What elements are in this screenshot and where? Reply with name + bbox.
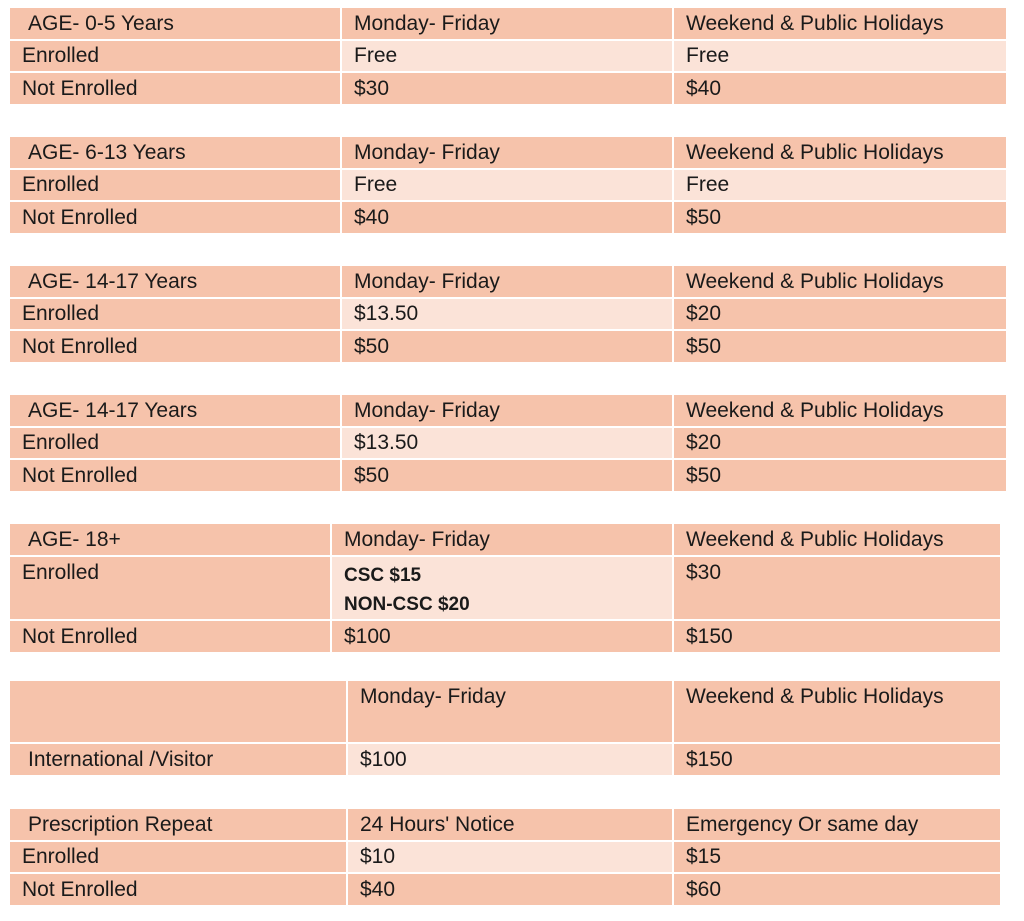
- weekday-fee: Free: [341, 40, 673, 72]
- emergency-fee: $60: [673, 873, 1000, 905]
- age-group-label: AGE- 0-5 Years: [10, 8, 341, 40]
- weekend-fee: $150: [673, 620, 1000, 652]
- notice-header: 24 Hours' Notice: [347, 809, 673, 841]
- weekend-header: Weekend & Public Holidays: [673, 8, 1006, 40]
- table-row: [10, 298, 1006, 330]
- weekend-fee: $20: [673, 427, 1006, 459]
- weekday-header: Monday- Friday: [341, 395, 673, 427]
- fee-table-age-14-17-repeat: [10, 395, 1006, 491]
- table-row: [10, 743, 1000, 775]
- weekend-header: Weekend & Public Holidays: [673, 524, 1000, 556]
- status-label: Enrolled: [10, 40, 341, 72]
- table-header-row: [10, 137, 1006, 169]
- empty-header-cell: [10, 681, 347, 743]
- status-label: Not Enrolled: [10, 620, 331, 652]
- weekday-header: Monday- Friday: [341, 137, 673, 169]
- weekend-header: Weekend & Public Holidays: [673, 266, 1006, 298]
- table-row: [10, 459, 1006, 491]
- weekend-header: Weekend & Public Holidays: [673, 681, 1000, 743]
- status-label: Enrolled: [10, 169, 341, 201]
- status-label: Enrolled: [10, 298, 341, 330]
- table-row: [10, 620, 1000, 652]
- age-group-label: AGE- 6-13 Years: [10, 137, 341, 169]
- service-label: Prescription Repeat: [10, 809, 347, 841]
- table-header-row: [10, 266, 1006, 298]
- weekend-fee: $150: [673, 743, 1000, 775]
- status-label: Not Enrolled: [10, 873, 347, 905]
- weekday-fee: Free: [341, 169, 673, 201]
- weekday-fee: $100: [347, 743, 673, 775]
- emergency-fee: $15: [673, 841, 1000, 873]
- table-row: [10, 841, 1000, 873]
- age-group-label: AGE- 18+: [10, 524, 331, 556]
- age-group-label: AGE- 14-17 Years: [10, 395, 341, 427]
- weekday-fee: $100: [331, 620, 673, 652]
- visitor-label: International /Visitor: [10, 743, 347, 775]
- table-row: [10, 330, 1006, 362]
- weekday-fee: $50: [341, 330, 673, 362]
- table-row: [10, 40, 1006, 72]
- age-group-label: AGE- 14-17 Years: [10, 266, 341, 298]
- status-label: Not Enrolled: [10, 330, 341, 362]
- status-label: Enrolled: [10, 427, 341, 459]
- weekend-fee: $20: [673, 298, 1006, 330]
- non-csc-fee: NON-CSC $20: [344, 594, 470, 615]
- weekend-header: Weekend & Public Holidays: [673, 395, 1006, 427]
- table-row: [10, 169, 1006, 201]
- fee-table-prescription-repeat: [10, 809, 1000, 905]
- table-row: [10, 427, 1006, 459]
- weekday-fee: $13.50: [341, 427, 673, 459]
- fee-table-age-0-5: [10, 8, 1006, 104]
- csc-fee: CSC $15: [344, 565, 422, 586]
- table-header-row: [10, 681, 1000, 743]
- weekend-fee: $50: [673, 330, 1006, 362]
- table-header-row: [10, 8, 1006, 40]
- weekend-fee: $50: [673, 201, 1006, 233]
- weekday-fee: $13.50: [341, 298, 673, 330]
- fee-table-age-14-17: [10, 266, 1006, 362]
- status-label: Not Enrolled: [10, 72, 341, 104]
- emergency-header: Emergency Or same day: [673, 809, 1000, 841]
- table-row: [10, 873, 1000, 905]
- weekday-fee: $30: [341, 72, 673, 104]
- fee-table-age-18-plus: [10, 524, 1000, 652]
- table-header-row: [10, 395, 1006, 427]
- table-row: [10, 201, 1006, 233]
- status-label: Enrolled: [10, 556, 331, 620]
- weekend-fee: Free: [673, 40, 1006, 72]
- weekend-fee: $40: [673, 72, 1006, 104]
- notice-fee: $40: [347, 873, 673, 905]
- status-label: Enrolled: [10, 841, 347, 873]
- status-label: Not Enrolled: [10, 459, 341, 491]
- weekday-fee: $50: [341, 459, 673, 491]
- weekday-fee-cell: [331, 556, 673, 620]
- weekend-header: Weekend & Public Holidays: [673, 137, 1006, 169]
- weekday-fee: $40: [341, 201, 673, 233]
- weekend-fee: Free: [673, 169, 1006, 201]
- weekday-header: Monday- Friday: [341, 266, 673, 298]
- table-header-row: [10, 524, 1000, 556]
- notice-fee: $10: [347, 841, 673, 873]
- table-row: [10, 556, 1000, 620]
- weekend-fee: $50: [673, 459, 1006, 491]
- weekday-header: Monday- Friday: [347, 681, 673, 743]
- status-label: Not Enrolled: [10, 201, 341, 233]
- fee-table-age-6-13: [10, 137, 1006, 233]
- table-row: [10, 72, 1006, 104]
- weekday-header: Monday- Friday: [341, 8, 673, 40]
- weekday-header: Monday- Friday: [331, 524, 673, 556]
- table-header-row: [10, 809, 1000, 841]
- weekend-fee: $30: [673, 556, 1000, 620]
- fee-table-international: [10, 681, 1000, 775]
